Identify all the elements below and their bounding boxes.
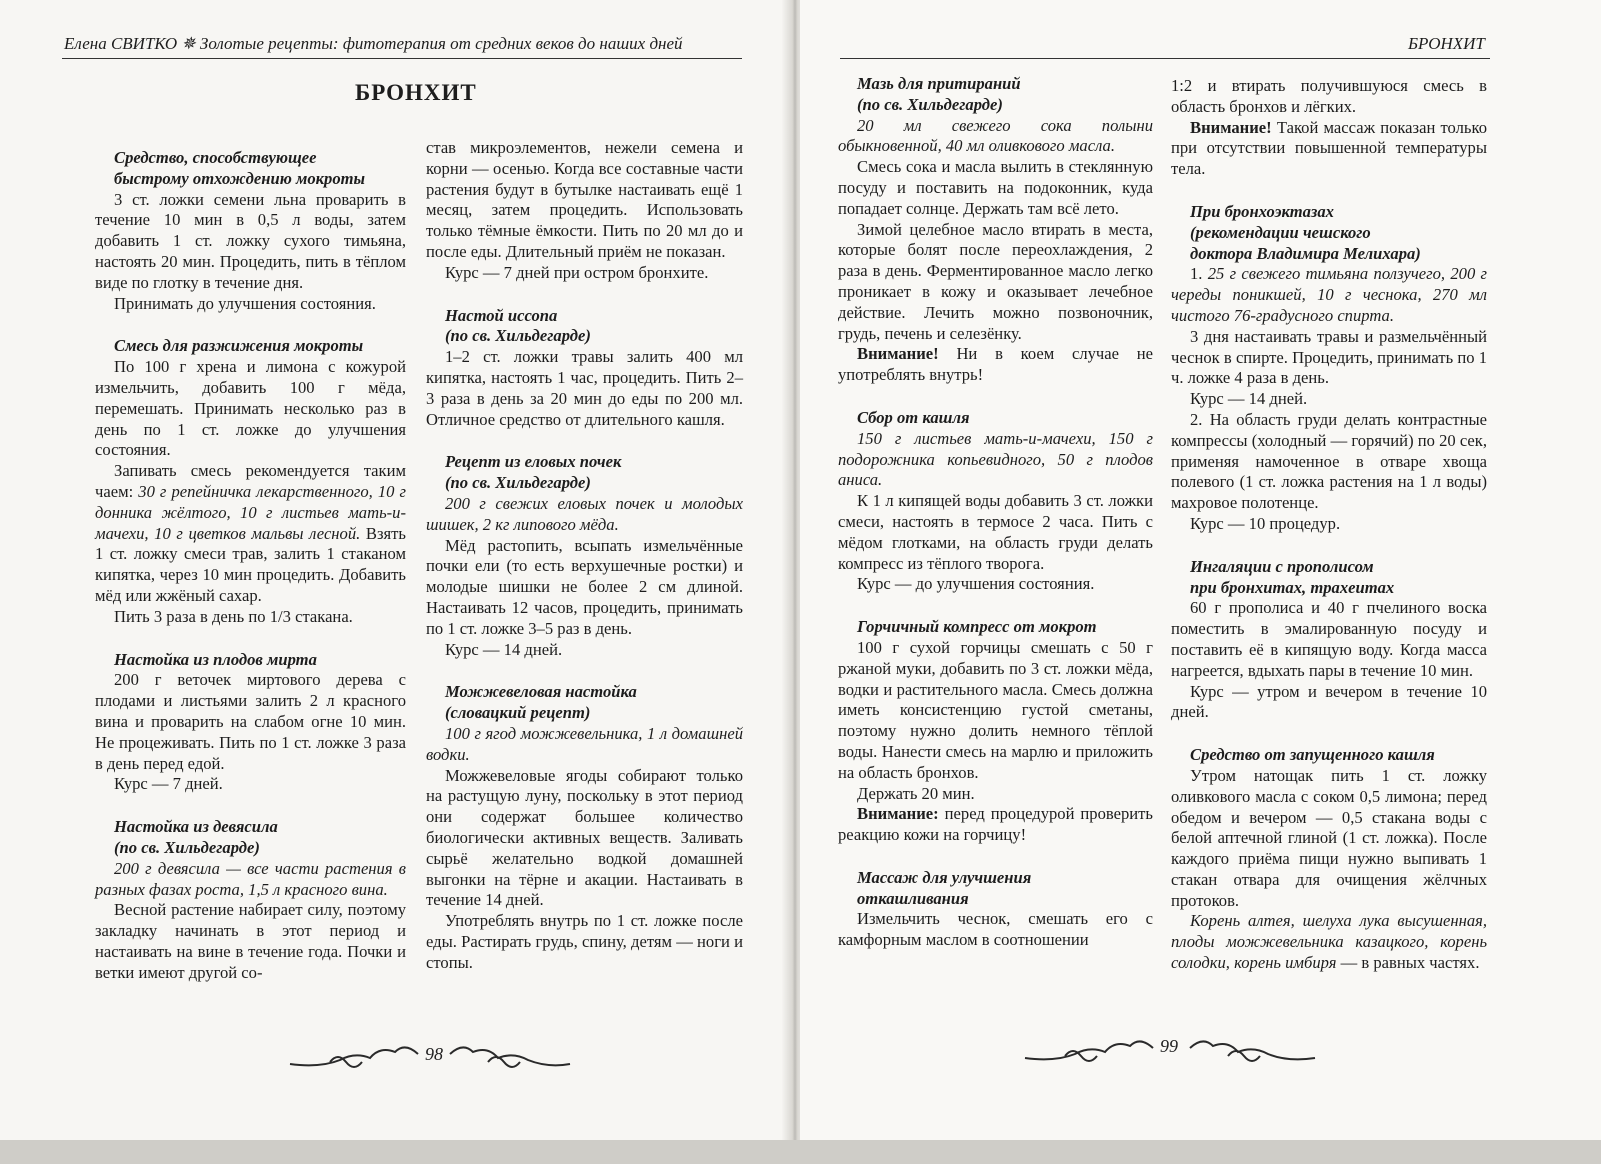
paragraph: Держать 20 мин.: [857, 783, 975, 803]
table-surface: [0, 1140, 1601, 1164]
paragraph: Курс — 14 дней.: [445, 639, 563, 659]
recipe-heading: Горчичный компресс от мокрот: [857, 617, 1097, 637]
column-4: [1171, 76, 1487, 974]
page-ornament-left: [270, 1038, 580, 1078]
recipe-heading: Смесь для разжижения мокроты: [114, 336, 364, 356]
page-number-right: 99: [1160, 1036, 1178, 1056]
page-number-left: 98: [425, 1044, 443, 1064]
ingredients: 100 г ягод можжевельника, 1 л домашней водки.: [426, 723, 743, 764]
warning: Внимание: перед процедурой проверить реакцию кожи на горчицу!: [838, 804, 1153, 845]
paragraph: Можжевеловые ягоды собирают только на растущую луну, поскольку в этот период они содержат большее количество биологически активных веществ. Заливать сырьё желательно водкой домашней выгонки на тёрне и акации. Настаивать в течение 14 дней.: [426, 765, 743, 910]
left-page: [0, 0, 790, 1140]
paragraph: Курс — 14 дней.: [1190, 389, 1308, 409]
recipe-heading: Средство от запущенного кашля: [1190, 745, 1435, 765]
paragraph: Курс — 7 дней.: [114, 774, 223, 794]
paragraph: Весной растение набирает силу, поэтому закладку начинать в этот период и настаивать на вине в течение года. Почки и ветки имеют другой со-: [95, 900, 406, 982]
paragraph: Курс — утром и вечером в течение 10 дней.: [1171, 681, 1487, 722]
ingredients: 150 г листьев мать-и-мачехи, 150 г подорожника копьевидного, 50 г плодов аниса.: [838, 428, 1153, 490]
recipe-heading: Ингаляции с прополисом при бронхитах, трахеитах: [1190, 556, 1395, 597]
recipe-heading: Сбор от кашля: [857, 407, 970, 427]
paragraph: Корень алтея, шелуха лука высушенная, плоды можжевельника казацкого, корень солодки, корень имбиря — в равных частях.: [1171, 911, 1487, 973]
paragraph: 1. 25 г свежего тимьяна ползучего, 200 г череды поникшей, 10 г чеснока, 270 мл чистого 76-градусного спирта.: [1171, 264, 1488, 325]
paragraph: 3 дня настаивать травы и размельчённый чеснок в спирте. Процедить, принимать по 1 ч. ложке 4 раза в день.: [1171, 326, 1487, 388]
chapter-title: БРОНХИТ: [355, 80, 477, 105]
paragraph: 100 г сухой горчицы смешать с 50 г ржаной муки, добавить по 3 ст. ложки мёда, водки и растительного масла. Смесь должна иметь консистенцию густой сметаны, поэтому нужно долить немного тёплой воды. Нанести смесь на марлю и приложить на область бронхов.: [838, 637, 1153, 782]
paragraph: По 100 г хрена и лимона с кожурой измельчить, добавить 100 г мёда, перемешать. Принимать несколько раз в день по 1 ст. ложке до улучшения состояния.: [95, 357, 406, 460]
recipe-heading: Мазь для притираний (по св. Хильдегарде): [857, 74, 1021, 114]
right-page: [800, 0, 1601, 1140]
paragraph: Запивать смесь рекомендуется таким чаем: 30 г репейничка лекарственного, 10 г донника жёлтого, 10 г листьев мать-и-мачехи, 10 г цветков мальвы лесной. Взять 1 ст. ложку смеси трав, залить 1 стаканом кипятка, через 10 мин процедить. Добавить мёд или жжёный сахар.: [95, 461, 406, 605]
paragraph: 1:2 и втирать получившуюся смесь в область бронхов и лёгких.: [1171, 76, 1487, 116]
paragraph: Смесь сока и масла вылить в стеклянную посуду и поставить на подоконник, куда попадает солнце. Держать там всё лето.: [838, 157, 1153, 218]
paragraph: 2. На область груди делать контрастные компрессы (холодный — горячий) по 20 сек, применяя намоченное в отваре хвоща полевого (1 ст. ложка растения на 1 л воды) махровое полотенце.: [1171, 409, 1487, 513]
page-ornament-right: [1015, 1032, 1325, 1072]
warning: Внимание! Ни в коем случае не употреблять внутрь!: [838, 344, 1153, 385]
paragraph: 200 г веточек миртового дерева с плодами и листьями залить 2 л красного вина и проварить на слабом огне 10 мин. Не процеживать. Пить по 1 ст. ложке 3 раза в день перед едой.: [95, 670, 406, 773]
paragraph: 1–2 ст. ложки травы залить 400 мл кипятка, настоять 1 час, процедить. Пить 2–3 раза в день за 20 мин до еды по 200 мл. Отличное средство от длительного кашля.: [426, 347, 743, 429]
right-running-head: БРОНХИТ: [1408, 34, 1485, 53]
paragraph: Пить 3 раза в день по 1/3 стакана.: [114, 606, 353, 626]
left-running-head: Елена СВИТКО ✵ Золотые рецепты: фитотерапия от средних веков до наших дней: [64, 34, 683, 53]
paragraph: 60 г прополиса и 40 г пчелиного воска поместить в эмалированную посуду и поставить её в кипящую воду. Когда масса нагреется, вдыхать пары в течение 10 мин.: [1171, 598, 1487, 680]
ingredients: 200 г девясила — все части растения в разных фазах роста, 1,5 л красного вина.: [95, 858, 406, 899]
paragraph: Употреблять внутрь по 1 ст. ложке после еды. Растирать грудь, спину, детям — ноги и стопы.: [426, 911, 743, 972]
recipe-heading: Можжевеловая настойка (словацкий рецепт): [445, 682, 637, 723]
recipe-heading: Средство, способствующее быстрому отхождению мокроты: [114, 148, 366, 188]
paragraph: Мёд растопить, всыпать измельчённые почки ели (то есть верхушечные ростки) и молодые шишки не более 2 см длиной. Настаивать 12 часов, процедить, принимать по 1 ст. ложке 3–5 раз в день.: [426, 535, 743, 638]
paragraph: став микроэлементов, нежели семена и корни — осенью. Когда все составные части растения будут в бутылке настаивать ещё 1 месяц, затем процедить. Использовать только тёмные ёмкости. Пить по 20 мл до и после еды. Длительный приём не показан.: [426, 138, 743, 261]
ingredients: 200 г свежих еловых почек и молодых шишек, 2 кг липового мёда.: [426, 493, 743, 534]
paragraph: Курс — 7 дней при остром бронхите.: [445, 262, 709, 282]
paragraph: Принимать до улучшения состояния.: [114, 293, 376, 313]
recipe-heading: При бронхоэктазах (рекомендации чешского доктора Владимира Мелихара): [1190, 201, 1421, 263]
paragraph: Курс — до улучшения состояния.: [857, 574, 1095, 594]
paragraph: 3 ст. ложки семени льна проварить в течение 10 мин в 0,5 л воды, затем добавить 1 ст. ложку сухого тимьяна, настоять 20 мин. Процедить, пить в тёплом виде по глотку в течение дня.: [95, 189, 406, 292]
ingredients: 20 мл свежего сока полыни обыкновенной, 40 мл оливкового масла.: [838, 115, 1153, 156]
recipe-heading: Настойка из плодов мирта: [114, 649, 317, 669]
column-2: [426, 138, 743, 973]
warning: Внимание! Такой массаж показан только при отсутствии повышенной температуры тела.: [1171, 117, 1487, 179]
recipe-heading: Рецепт из еловых почек (по св. Хильдегарде): [445, 452, 622, 493]
paragraph: К 1 л кипящей воды добавить 3 ст. ложки смеси, настоять в термосе 2 часа. Пить с мёдом глотками, на область груди делать компресс из тёплого творога.: [838, 491, 1153, 573]
paragraph: Зимой целебное масло втирать в места, которые болят после переохлаждения, 2 раза в день. Ферментированное масло легко проникает в кожу и оказывает лечебное действие. Лечить можно позвоночник, грудь, печень и селезёнку.: [838, 219, 1153, 343]
right-header-rule: [840, 58, 1490, 59]
paragraph: Измельчить чеснок, смешать его с камфорным маслом в соотношении: [838, 909, 1153, 950]
paragraph: Утром натощак пить 1 ст. ложку оливкового масла с соком 0,5 лимона; перед обедом и вечером — 0,5 стакана воды с белой аптечной глиной (1 ст. ложка). После каждого приёма пищи нужно выпивать 1 стакан отвара для очищения жёлчных протоков.: [1171, 765, 1487, 910]
left-header-rule: [62, 58, 742, 59]
recipe-heading: Массаж для улучшения откашливания: [857, 867, 1032, 908]
recipe-heading: Настойка из девясила (по св. Хильдегарде): [114, 817, 278, 857]
recipe-heading: Настой иссопа (по св. Хильдегарде): [445, 305, 591, 346]
paragraph: Курс — 10 процедур.: [1190, 513, 1341, 533]
column-1: [95, 148, 406, 983]
column-3: [838, 74, 1153, 951]
